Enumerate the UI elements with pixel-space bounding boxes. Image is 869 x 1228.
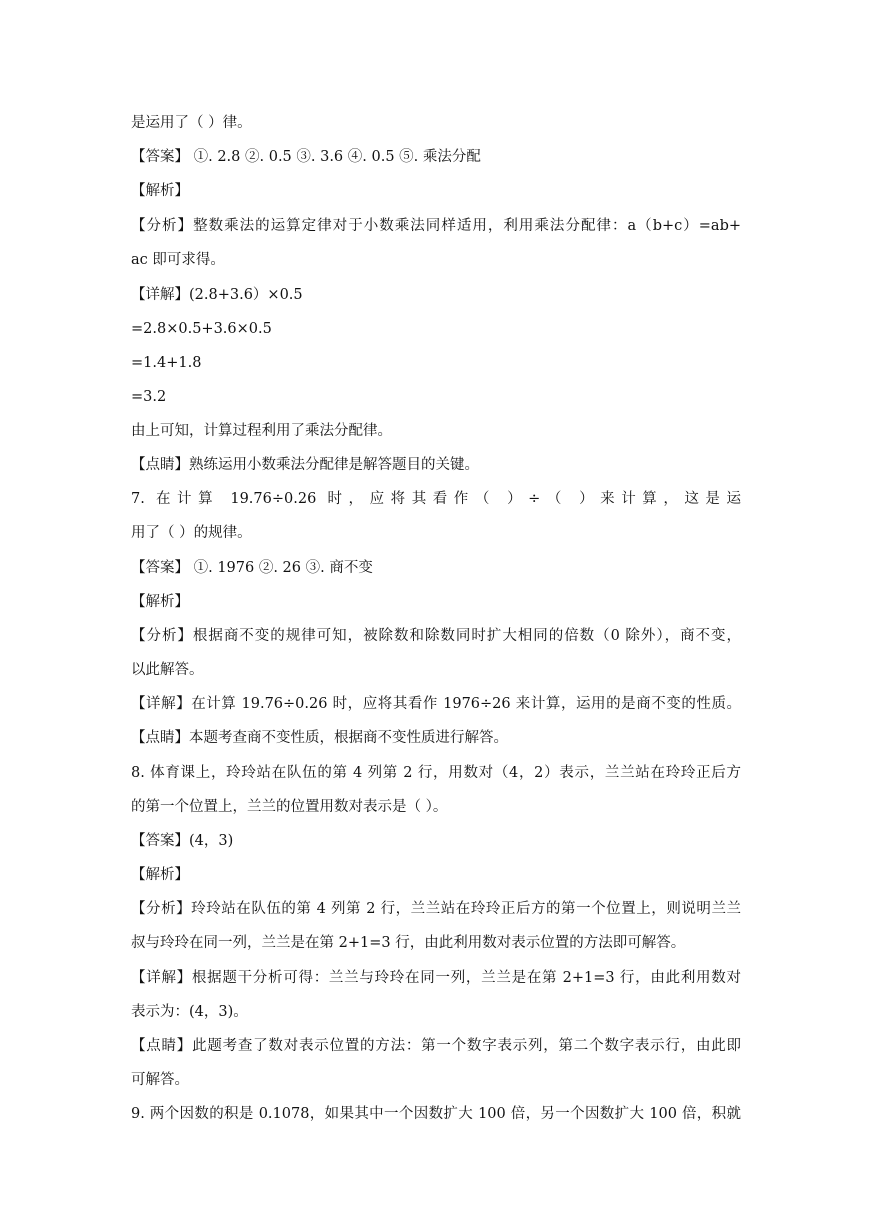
detail-line: 【详解】根据题干分析可得：兰兰与玲玲在同一列，兰兰是在第 2+1=3 行，由此利用数对 <box>131 970 741 986</box>
detail-line: 【详解】(2.8+3.6）×0.5 <box>131 287 303 303</box>
text-line: 表示为：(4，3)。 <box>131 1004 248 1020</box>
comment-line: 【点睛】此题考查了数对表示位置的方法：第一个数字表示列，第二个数字表示行，由此即 <box>131 1038 741 1054</box>
text-line: 【分析】整数乘法的运算定律对于小数乘法同样适用，利用乘法分配律：a（b+c）=ab+ <box>131 218 741 234</box>
text-line: ac 即可求得。 <box>131 252 225 268</box>
text-line: 的第一个位置上，兰兰的位置用数对表示是（ ）。 <box>131 799 448 815</box>
text-line: 可解答。 <box>131 1072 189 1088</box>
comment-line: 【点睛】本题考查商不变性质，根据商不变性质进行解答。 <box>131 730 508 746</box>
answer-line: 【答案】 ①. 1976 ②. 26 ③. 商不变 <box>131 560 373 576</box>
text-line: 叔与玲玲在同一列，兰兰是在第 2+1=3 行，由此利用数对表示位置的方法即可解答。 <box>131 935 686 951</box>
analysis-heading: 【解析】 <box>131 867 189 883</box>
answer-line: 【答案】(4，3) <box>131 833 234 849</box>
comment-line: 【点睛】熟练运用小数乘法分配律是解答题目的关键。 <box>131 457 479 473</box>
text-line: 【分析】玲玲站在队伍的第 4 列第 2 行，兰兰站在玲玲正后方的第一个位置上，则说明兰兰 <box>131 901 741 917</box>
equation-line: =3.2 <box>131 389 167 405</box>
question-7: 7. 在计算 19.76÷0.26 时，应将其看作（ ）÷（ ）来计算，这是运 <box>131 491 741 507</box>
analysis-heading: 【解析】 <box>131 594 189 610</box>
answer-line: 【答案】 ①. 2.8 ②. 0.5 ③. 3.6 ④. 0.5 ⑤. 乘法分配 <box>131 149 481 165</box>
text-line: 【分析】根据商不变的规律可知，被除数和除数同时扩大相同的倍数（0 除外），商不变， <box>131 628 741 644</box>
equation-line: =1.4+1.8 <box>131 355 202 371</box>
equation-line: =2.8×0.5+3.6×0.5 <box>131 321 272 337</box>
detail-line: 【详解】在计算 19.76÷0.26 时，应将其看作 1976÷26 来计算，运用的是商不变的性质。 <box>131 696 741 712</box>
question-9: 9. 两个因数的积是 0.1078，如果其中一个因数扩大 100 倍，另一个因数扩大 100 倍，积就 <box>131 1106 741 1122</box>
analysis-heading: 【解析】 <box>131 183 189 199</box>
text-line: 是运用了（ ）律。 <box>131 115 252 131</box>
text-line: 以此解答。 <box>131 662 204 678</box>
text-line: 用了（ ）的规律。 <box>131 525 252 541</box>
text-line: 由上可知，计算过程利用了乘法分配律。 <box>131 423 392 439</box>
question-8: 8. 体育课上，玲玲站在队伍的第 4 列第 2 行，用数对（4，2）表示，兰兰站在玲玲正后方 <box>131 765 741 781</box>
